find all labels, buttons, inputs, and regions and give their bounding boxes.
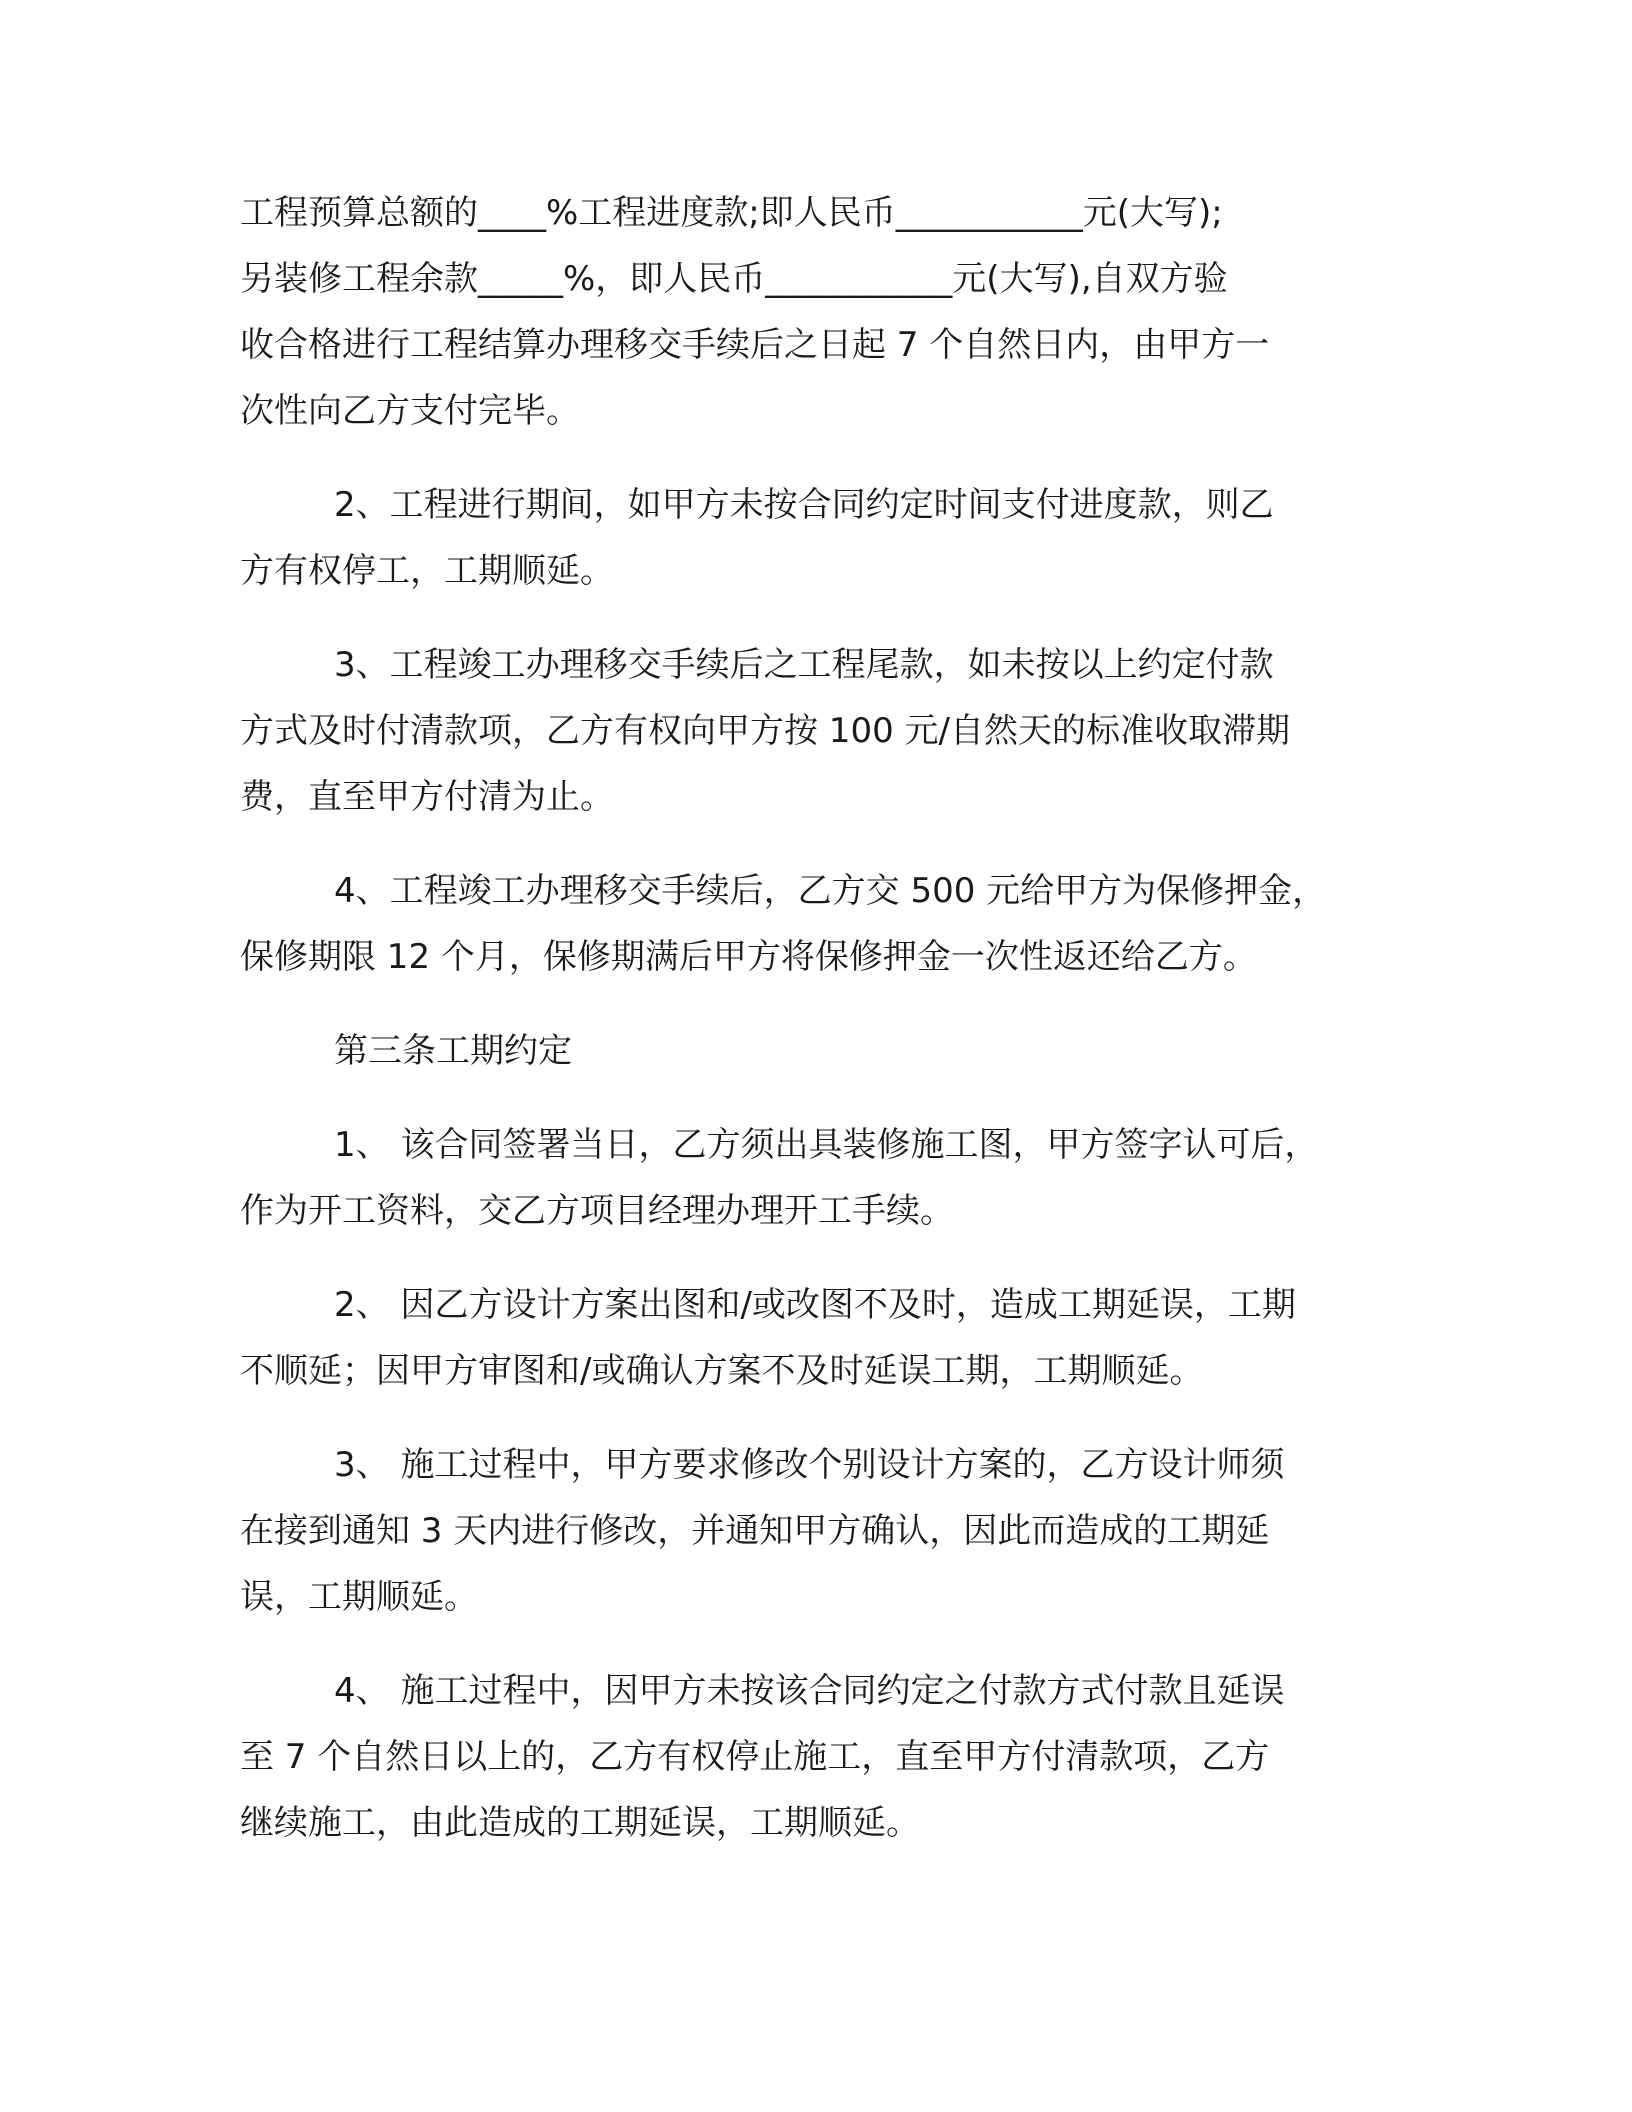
text-line: 费，直至甲方付清为止。 [240,777,614,817]
section-heading [240,1018,1400,1084]
text-line: 3、工程竣工办理移交手续后之工程尾款，如未按以上约定付款 [334,645,1274,685]
text-line: 不顺延；因甲方审图和/或确认方案不及时延误工期，工期顺延。 [240,1351,1204,1391]
text-line: 4、 施工过程中，因甲方未按该合同约定之付款方式付款且延误 [334,1671,1285,1711]
text-line: 2、工程进行期间，如甲方未按合同约定时间支付进度款，则乙 [334,485,1274,525]
text-line: 作为开工资料，交乙方项目经理办理开工手续。 [240,1191,954,1231]
text-line: 继续施工，由此造成的工期延误，工期顺延。 [240,1803,920,1843]
paragraph-2 [240,472,1400,604]
text-line: 保修期限 12 个月，保修期满后甲方将保修押金一次性返还给乙方。 [240,937,1257,977]
text-line: 4、工程竣工办理移交手续后，乙方交 500 元给甲方为保修押金， [334,871,1327,911]
text-line: 收合格进行工程结算办理移交手续后之日起 7 个自然日内，由甲方一 [240,325,1270,365]
text-line: 次性向乙方支付完毕。 [240,391,580,431]
text-line: 误，工期顺延。 [240,1577,478,1617]
text-line: 1、 该合同签署当日，乙方须出具装修施工图，甲方签字认可后， [334,1125,1319,1165]
text-line: 另装修工程余款_____%，即人民币___________元(大写),自双方验 [240,259,1228,299]
paragraph-8 [240,1432,1400,1630]
paragraph-9 [240,1658,1400,1856]
text-line: 方式及时付清款项，乙方有权向甲方按 100 元/自然天的标准收取滞期 [240,711,1290,751]
section-title: 第三条工期约定 [334,1031,572,1071]
text-line: 方有权停工，工期顺延。 [240,551,614,591]
text-line: 至 7 个自然日以上的，乙方有权停止施工，直至甲方付清款项，乙方 [240,1737,1270,1777]
paragraph-6 [240,1112,1400,1244]
text-line: 在接到通知 3 天内进行修改，并通知甲方确认，因此而造成的工期延 [240,1511,1270,1551]
paragraph-4 [240,858,1400,990]
document-page [240,180,1400,1884]
text-line: 2、 因乙方设计方案出图和/或改图不及时，造成工期延误，工期 [334,1285,1296,1325]
text-line: 工程预算总额的____%工程进度款;即人民币___________元(大写); [240,193,1223,233]
paragraph-7 [240,1272,1400,1404]
paragraph-1 [240,180,1400,444]
paragraph-3 [240,632,1400,830]
text-line: 3、 施工过程中，甲方要求修改个别设计方案的，乙方设计师须 [334,1445,1285,1485]
